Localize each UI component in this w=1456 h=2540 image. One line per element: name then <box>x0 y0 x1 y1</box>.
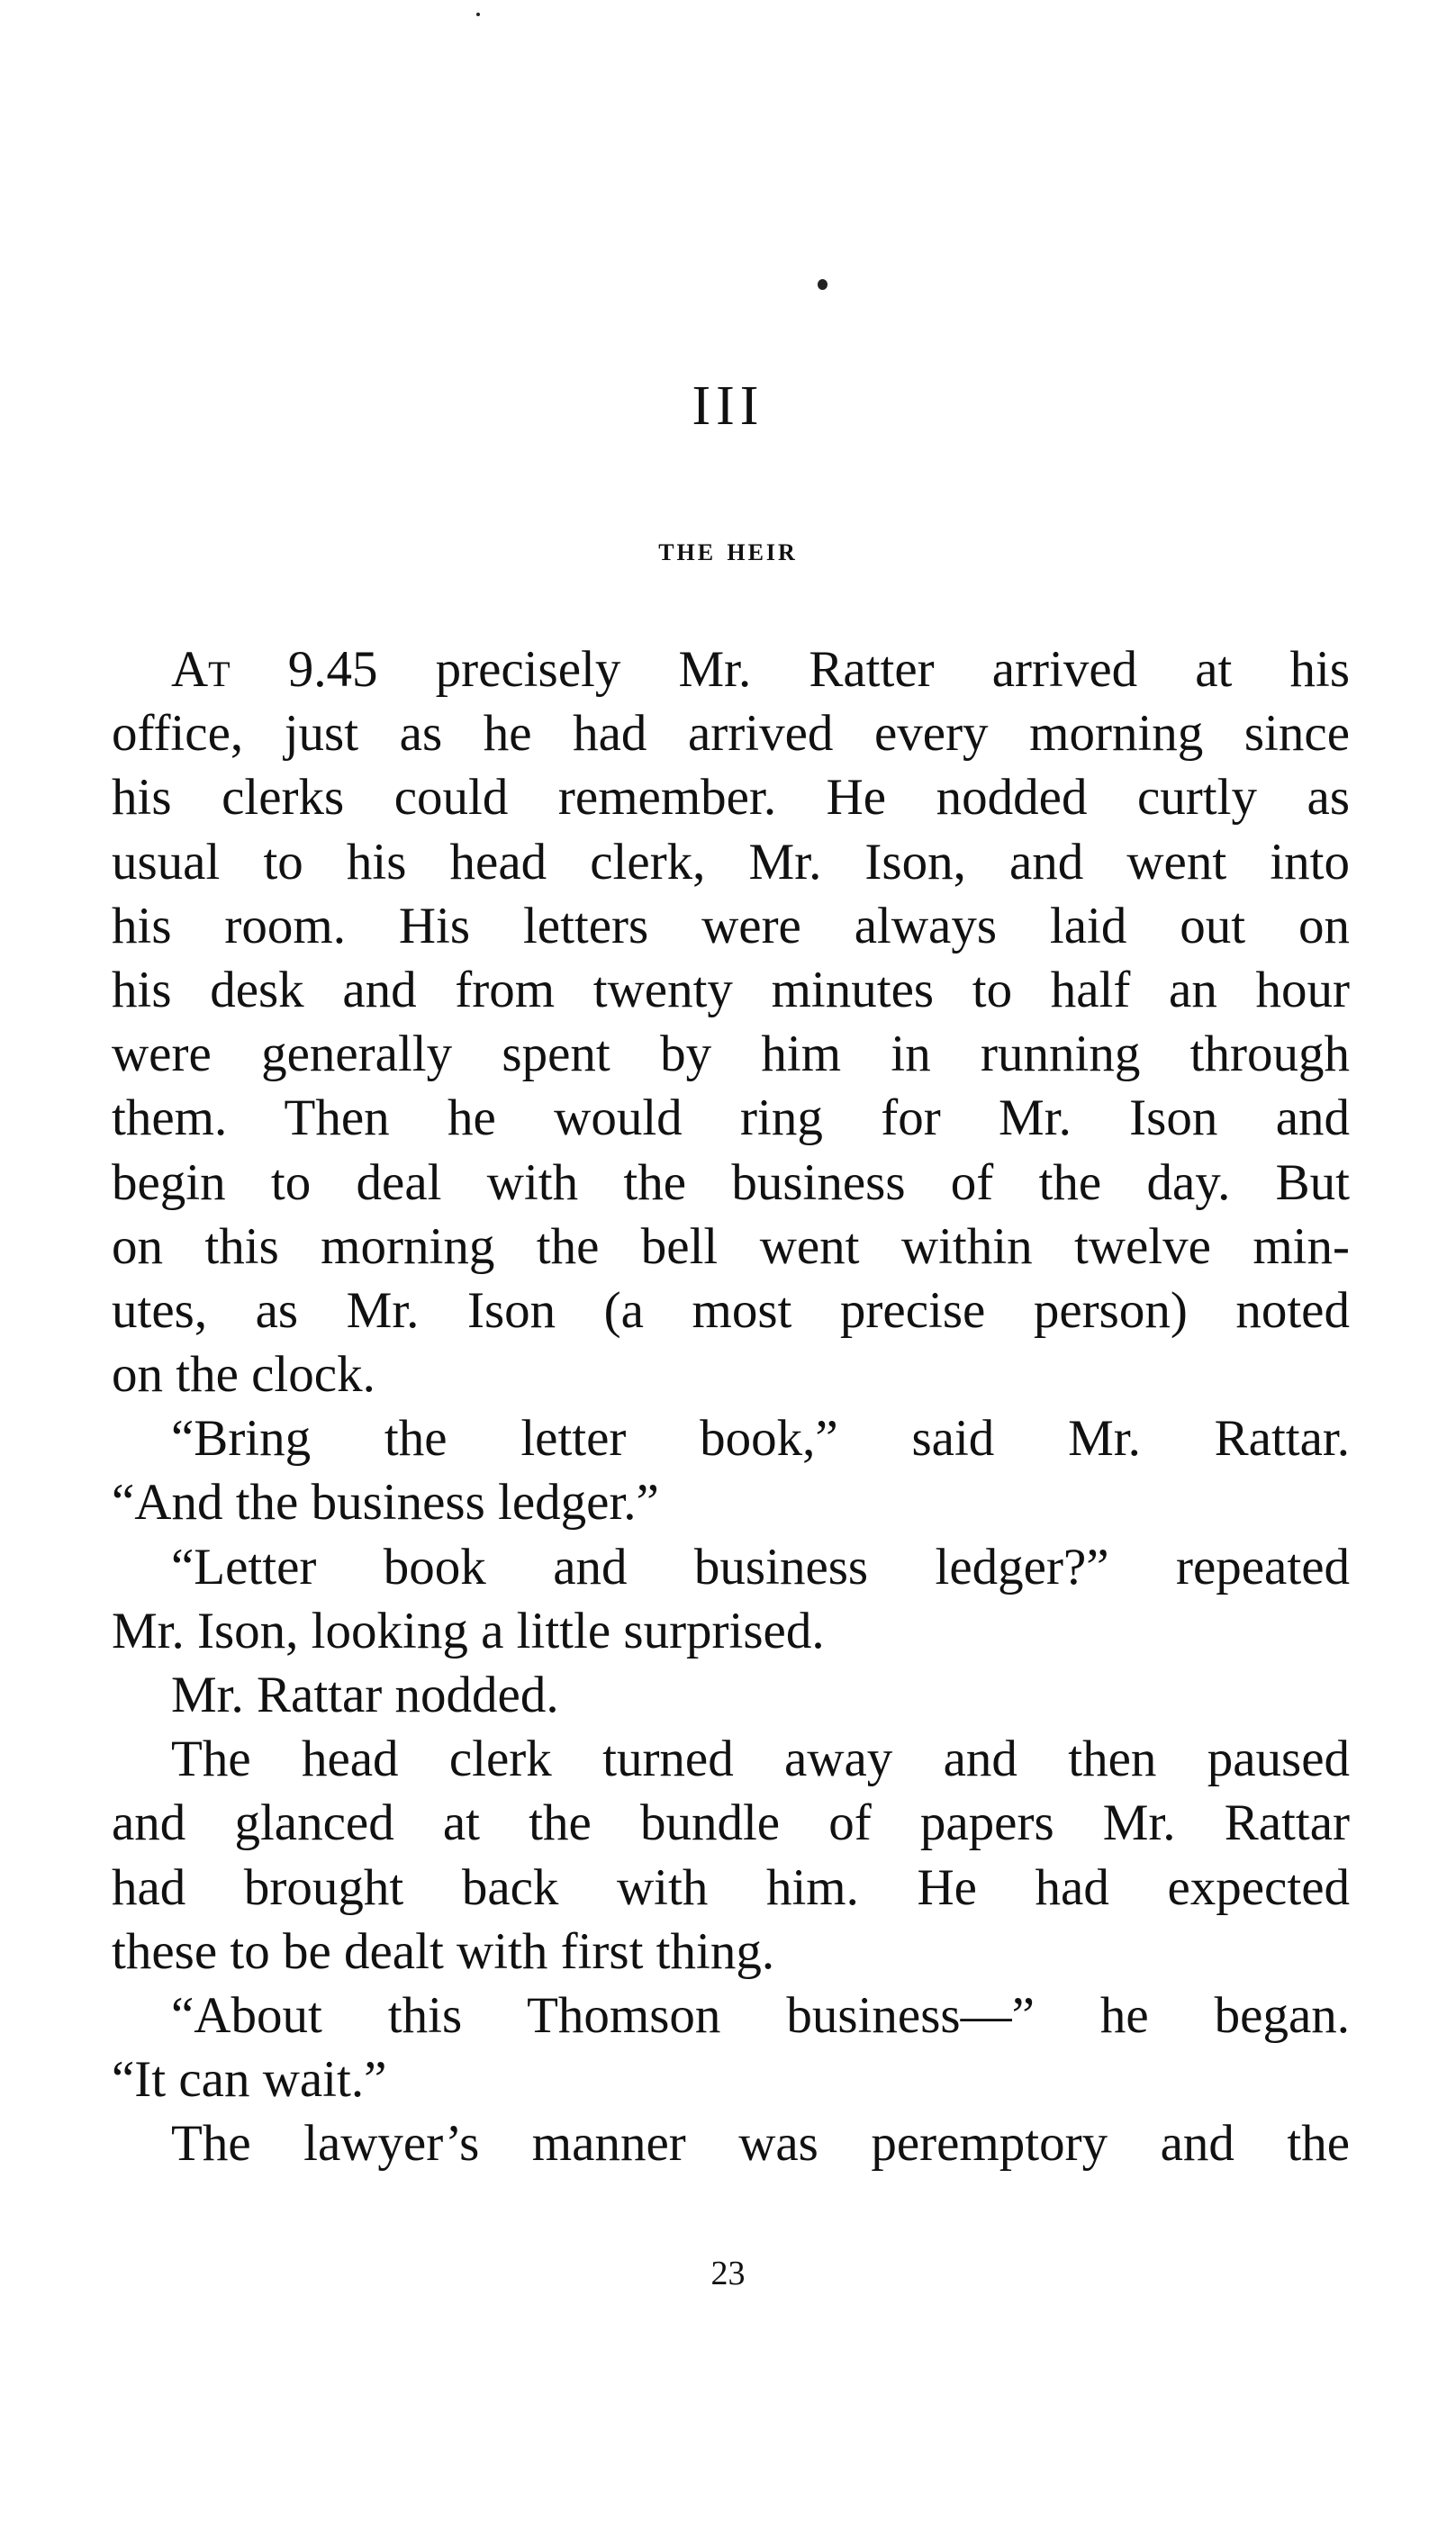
body-text <box>112 637 1350 2176</box>
text-line: “It can wait.” <box>112 2051 387 2109</box>
text-line: Mr. Rattar nodded. <box>171 1667 559 1723</box>
print-speck <box>476 13 480 16</box>
text-line: them. Then he would ring for Mr. Ison and <box>112 1089 1350 1147</box>
text-line: on this morning the bell went within twelve min- <box>112 1217 1350 1275</box>
text-line: The lawyer’s manner was peremptory and the <box>171 2115 1350 2173</box>
text-line: and glanced at the bundle of papers Mr. Rattar <box>112 1794 1350 1852</box>
chapter-number: III <box>692 375 764 437</box>
text-line: “About this Thomson business—” he began. <box>171 1986 1350 2044</box>
text-line: begin to deal with the business of the day. But <box>112 1153 1350 1211</box>
text-line: “And the business ledger.” <box>112 1474 659 1532</box>
text-line: his room. His letters were always laid out on <box>112 897 1350 954</box>
text-line: “Bring the letter book,” said Mr. Rattar. <box>171 1410 1350 1468</box>
text-line: Mr. Ison, looking a little surprised. <box>112 1602 825 1659</box>
text-line: The head clerk turned away and then paused <box>171 1731 1350 1788</box>
text-line: his desk and from twenty minutes to half an hour <box>112 961 1350 1018</box>
text-line: were generally spent by him in running through <box>112 1026 1350 1083</box>
text-line: “Letter book and business ledger?” repeated <box>171 1538 1350 1595</box>
text-line: utes, as Mr. Ison (a most precise person) noted <box>112 1281 1350 1339</box>
page-number: 23 <box>710 2255 746 2292</box>
text-line: had brought back with him. He had expected <box>112 1858 1350 1916</box>
print-speck <box>818 279 827 290</box>
text-line: At 9.45 precisely Mr. Ratter arrived at his <box>171 641 1350 698</box>
chapter-title: the heir <box>658 531 798 568</box>
text-line: usual to his head clerk, Mr. Ison, and went into <box>112 833 1350 890</box>
text-line: his clerks could remember. He nodded curtly as <box>112 769 1350 827</box>
text-line: on the clock. <box>112 1346 375 1404</box>
text-line: these to be dealt with first thing. <box>112 1922 775 1980</box>
text-line: office, just as he had arrived every morning since <box>112 705 1350 763</box>
